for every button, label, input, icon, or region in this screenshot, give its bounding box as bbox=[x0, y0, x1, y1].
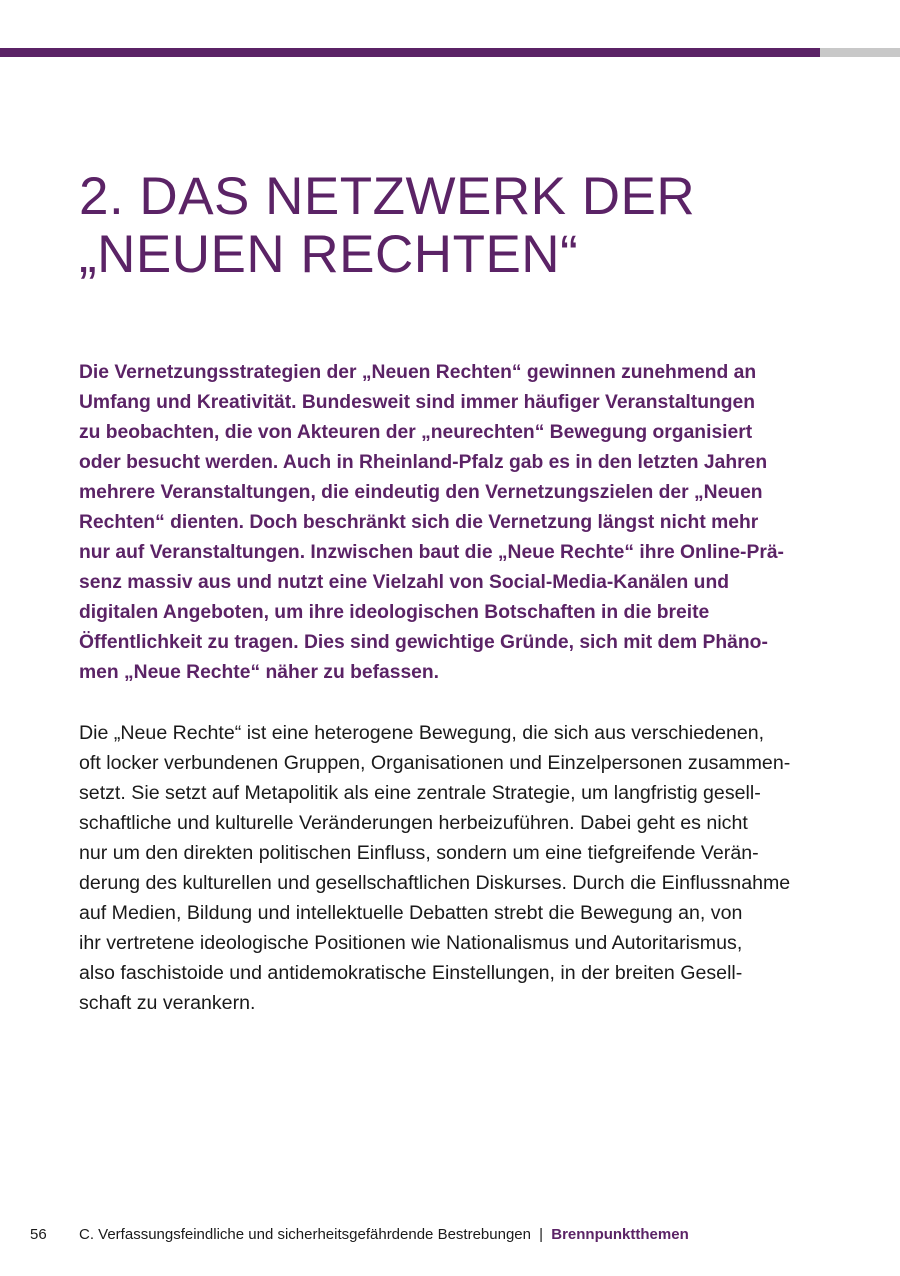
lead-line: oder besucht werden. Auch in Rheinland-Pfalz gab es in den letzten Jahren bbox=[79, 452, 768, 473]
lead-line: senz massiv aus und nutzt eine Vielzahl von Social-Media-Kanälen und bbox=[79, 572, 729, 593]
body-line: also faschistoide und antidemokratische Einstellungen, in der breiten Gesell- bbox=[79, 962, 743, 984]
footer-separator: | bbox=[539, 1226, 544, 1243]
body-line: schaftliche und kulturelle Veränderungen herbeizuführen. Dabei geht es nicht bbox=[79, 812, 748, 834]
body-line: schaft zu verankern. bbox=[79, 992, 256, 1014]
top-rule-accent bbox=[0, 48, 820, 57]
page-number: 56 bbox=[30, 1226, 47, 1243]
title-line-2: „NEUEN RECHTEN“ bbox=[79, 225, 579, 284]
lead-line: mehrere Veranstaltungen, die eindeutig den Vernetzungszielen der „Neuen bbox=[79, 482, 763, 503]
lead-line: zu beobachten, die von Akteuren der „neurechten“ Bewegung organisiert bbox=[79, 422, 753, 443]
body-line: nur um den direkten politischen Einfluss, sondern um eine tiefgreifende Verän- bbox=[79, 842, 759, 864]
footer-chapter: C. Verfassungsfeindliche und sicherheitsgefährdende Bestrebungen bbox=[79, 1226, 531, 1243]
footer-topic: Brennpunktthemen bbox=[551, 1226, 689, 1243]
title-line-1: 2. DAS NETZWERK DER bbox=[79, 167, 696, 226]
body-paragraph bbox=[79, 718, 839, 1018]
top-rule-gray bbox=[820, 48, 900, 57]
lead-line: men „Neue Rechte“ näher zu befassen. bbox=[79, 662, 440, 683]
footer-running-head bbox=[79, 1223, 689, 1247]
top-rule bbox=[0, 48, 900, 57]
lead-line: Öffentlichkeit zu tragen. Dies sind gewichtige Gründe, sich mit dem Phäno- bbox=[79, 632, 768, 653]
body-line: Die „Neue Rechte“ ist eine heterogene Bewegung, die sich aus verschiedenen, bbox=[79, 722, 765, 744]
lead-line: Umfang und Kreativität. Bundesweit sind immer häufiger Veranstaltungen bbox=[79, 392, 756, 413]
page-title bbox=[79, 168, 695, 284]
body-line: ihr vertretene ideologische Positionen wie Nationalismus und Autoritarismus, bbox=[79, 932, 743, 954]
body-line: derung des kulturellen und gesellschaftlichen Diskurses. Durch die Einflussnahme bbox=[79, 872, 791, 894]
lead-line: nur auf Veranstaltungen. Inzwischen baut die „Neue Rechte“ ihre Online-Prä- bbox=[79, 542, 784, 563]
lead-line: digitalen Angeboten, um ihre ideologischen Botschaften in die breite bbox=[79, 602, 710, 623]
lead-line: Die Vernetzungsstrategien der „Neuen Rechten“ gewinnen zunehmend an bbox=[79, 362, 757, 383]
body-line: auf Medien, Bildung und intellektuelle Debatten strebt die Bewegung an, von bbox=[79, 902, 743, 924]
lead-paragraph bbox=[79, 358, 839, 688]
body-line: oft locker verbundenen Gruppen, Organisationen und Einzelpersonen zusammen- bbox=[79, 752, 791, 774]
lead-line: Rechten“ dienten. Doch beschränkt sich die Vernetzung längst nicht mehr bbox=[79, 512, 759, 533]
page-footer bbox=[0, 1223, 900, 1247]
body-line: setzt. Sie setzt auf Metapolitik als eine zentrale Strategie, um langfristig gesell- bbox=[79, 782, 761, 804]
